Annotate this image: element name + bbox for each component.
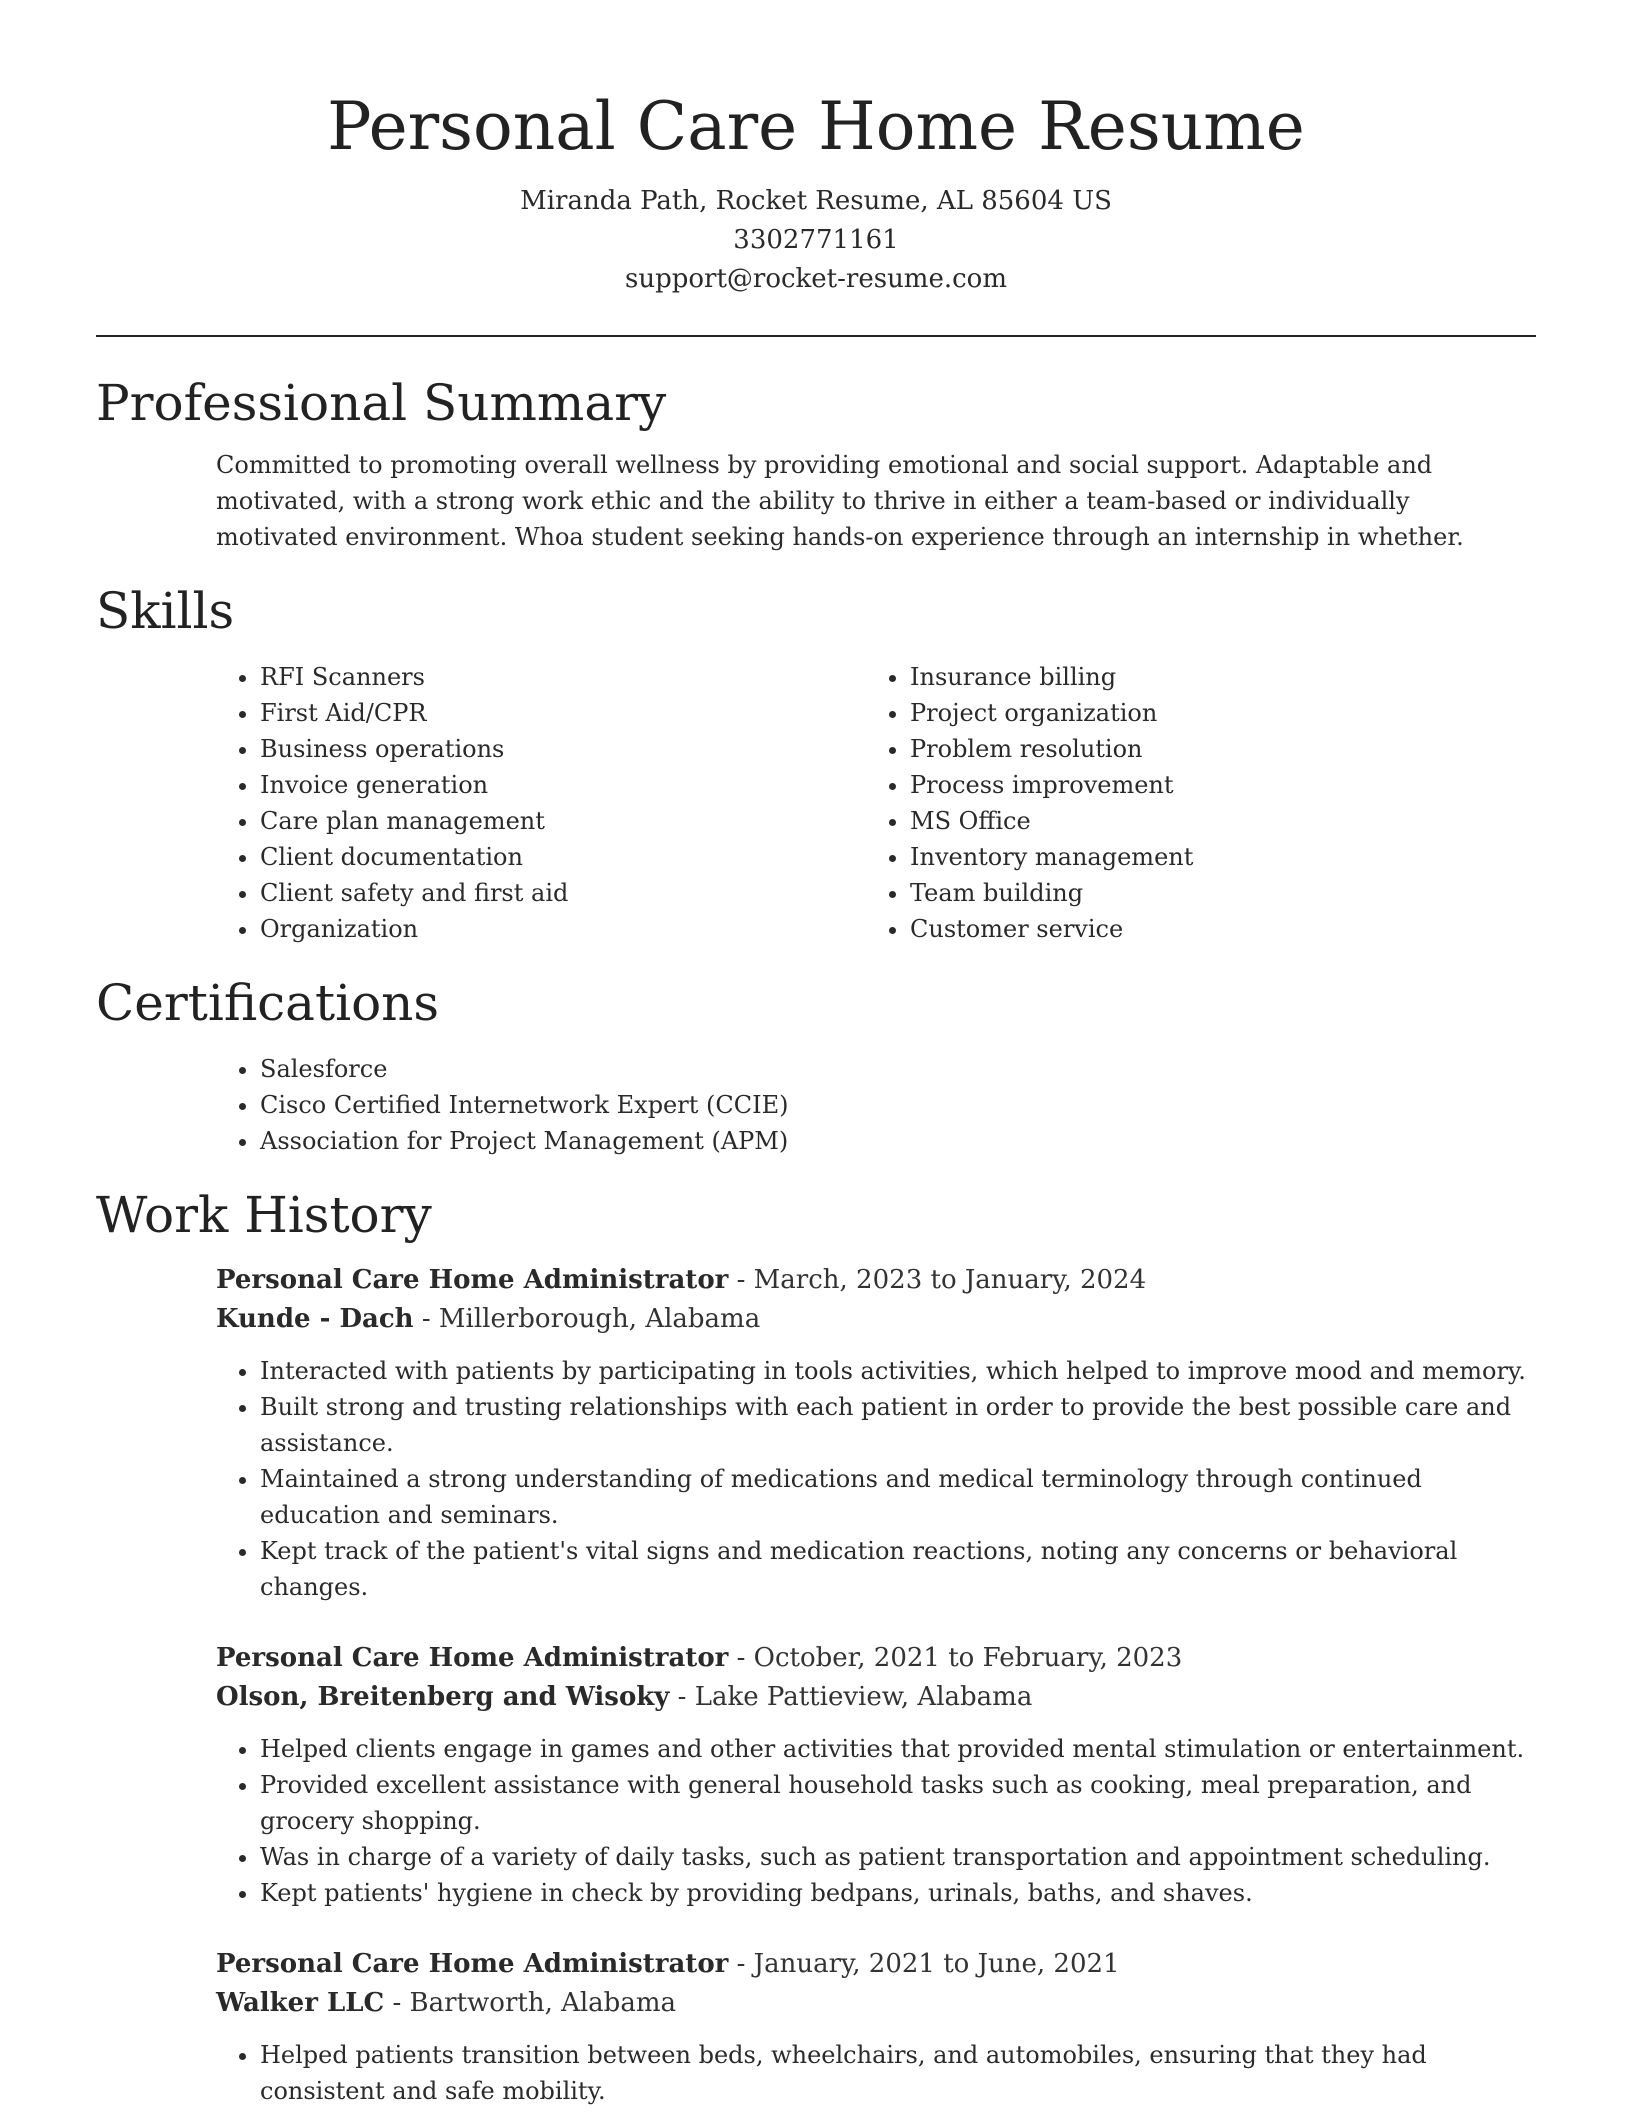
header-divider — [96, 335, 1536, 337]
skill-item: • Client safety and first aid — [260, 875, 866, 911]
resume-title: Personal Care Home Resume — [327, 88, 1305, 165]
skill-item: • Project organization — [910, 695, 1510, 731]
skill-item: • Customer service — [910, 911, 1510, 947]
certifications-heading: Certifications — [96, 974, 440, 1032]
resume-page — [96, 0, 1536, 2109]
job-duty: • Was in charge of a variety of daily tasks, such as patient transportation and appointment scheduling. — [260, 1839, 1536, 1875]
job-duties-list — [216, 2037, 1536, 2109]
job-title-line — [216, 1261, 1536, 1300]
job-title-line — [216, 1945, 1536, 1984]
job-title-line — [216, 1639, 1536, 1678]
work-history-section — [96, 1185, 1536, 2109]
skill-item: • Process improvement — [910, 767, 1510, 803]
job-dates: - January, 2021 to June, 2021 — [728, 1949, 1120, 1979]
job-title: Personal Care Home Administrator — [216, 1949, 729, 1979]
skill-item: • Business operations — [260, 731, 866, 767]
job-dates: - October, 2021 to February, 2023 — [728, 1643, 1183, 1673]
skills-heading: Skills — [96, 582, 235, 640]
summary-section — [96, 373, 1536, 555]
work-history-heading: Work History — [96, 1186, 432, 1244]
skills-section — [96, 581, 1536, 947]
skill-item: • First Aid/CPR — [260, 695, 866, 731]
skill-item: • Insurance billing — [910, 659, 1510, 695]
job-dates: - March, 2023 to January, 2024 — [728, 1265, 1147, 1295]
skill-item: • MS Office — [910, 803, 1510, 839]
job-duties-list — [216, 1731, 1536, 1911]
certification-item: • Cisco Certified Internetwork Expert (CCIE) — [260, 1087, 1536, 1123]
skill-item: • Team building — [910, 875, 1510, 911]
job-title: Personal Care Home Administrator — [216, 1643, 729, 1673]
job-duty: • Built strong and trusting relationships with each patient in order to provide the best possible care and assistance. — [260, 1389, 1536, 1461]
job-duty: • Kept track of the patient's vital signs and medication reactions, noting any concerns or behavioral changes. — [260, 1533, 1536, 1605]
certification-item: • Association for Project Management (APM) — [260, 1123, 1536, 1159]
job-duty: • Kept patients' hygiene in check by providing bedpans, urinals, baths, and shaves. — [260, 1875, 1536, 1911]
job-duty: • Provided excellent assistance with general household tasks such as cooking, meal preparation, and grocery shopping. — [260, 1767, 1536, 1839]
summary-heading: Professional Summary — [96, 374, 667, 432]
certifications-list — [216, 1051, 1536, 1159]
job-duty: • Helped patients transition between beds, wheelchairs, and automobiles, ensuring that they had consistent and safe mobility. — [260, 2037, 1536, 2109]
skill-item: • Organization — [260, 911, 866, 947]
job-employer-line — [216, 1984, 1536, 2023]
skill-item: • Inventory management — [910, 839, 1510, 875]
job-employer-line — [216, 1300, 1536, 1339]
job-entry — [216, 1945, 1536, 2109]
skill-item: • Problem resolution — [910, 731, 1510, 767]
job-duty: • Maintained a strong understanding of medications and medical terminology through continued education and seminars. — [260, 1461, 1536, 1533]
job-location: - Lake Pattieview, Alabama — [669, 1682, 1033, 1712]
job-location: - Bartworth, Alabama — [384, 1988, 676, 2018]
skill-item: • Client documentation — [260, 839, 866, 875]
job-location: - Millerborough, Alabama — [413, 1304, 761, 1334]
skills-list-left — [216, 659, 866, 947]
contact-phone: 3302771161 — [733, 225, 899, 255]
skill-item: • RFI Scanners — [260, 659, 866, 695]
certification-item: • Salesforce — [260, 1051, 1536, 1087]
contact-email: support@rocket-resume.com — [624, 264, 1007, 294]
job-employer-line — [216, 1678, 1536, 1717]
job-entry — [216, 1261, 1536, 1605]
job-employer: Walker LLC — [216, 1988, 385, 2018]
skills-columns — [216, 659, 1536, 947]
skill-item: • Care plan management — [260, 803, 866, 839]
job-title: Personal Care Home Administrator — [216, 1265, 729, 1295]
skills-list-right — [866, 659, 1510, 947]
contact-address: Miranda Path, Rocket Resume, AL 85604 US — [520, 186, 1112, 216]
certifications-section — [96, 973, 1536, 1159]
job-entry — [216, 1639, 1536, 1911]
job-duty: • Interacted with patients by participating in tools activities, which helped to improve mood and memory. — [260, 1353, 1536, 1389]
job-duty: • Helped clients engage in games and other activities that provided mental stimulation or entertainment. — [260, 1731, 1536, 1767]
skill-item: • Invoice generation — [260, 767, 866, 803]
summary-text: Committed to promoting overall wellness by providing emotional and social support. Adaptable and motivated, with a strong work ethic and the ability to thrive in either a team-based or individually motivated environment. Whoa student seeking hands-on experience through an internship in whether. — [216, 451, 1464, 551]
contact-block — [96, 182, 1536, 299]
job-employer: Olson, Breitenberg and Wisoky — [216, 1682, 670, 1712]
job-employer: Kunde - Dach — [216, 1304, 414, 1334]
job-duties-list — [216, 1353, 1536, 1605]
